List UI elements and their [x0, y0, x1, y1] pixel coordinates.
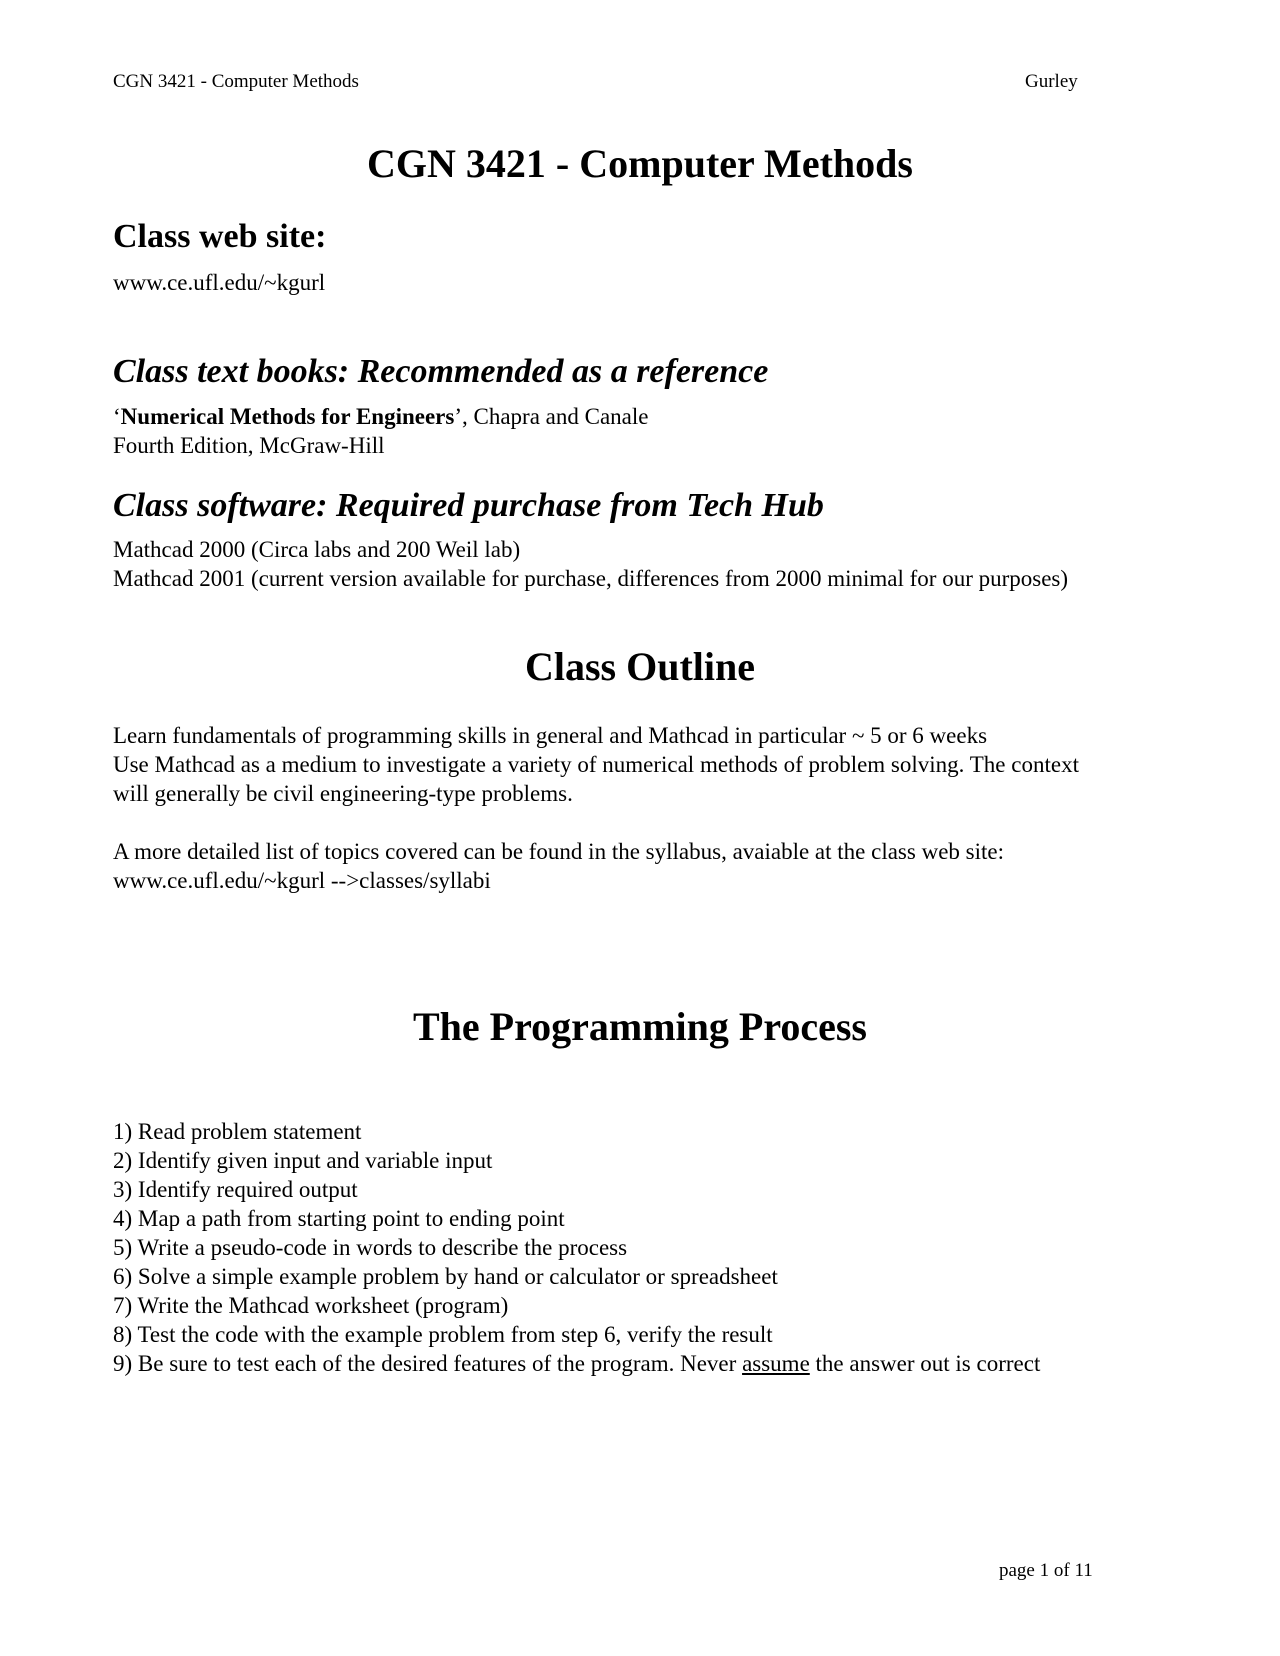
process-step: 7) Write the Mathcad worksheet (program)	[113, 1293, 509, 1318]
process-step: 6) Solve a simple example problem by hand or calculator or spreadsheet	[113, 1264, 778, 1289]
outline-paragraph-1-line-1: Learn fundamentals of programming skills in general and Mathcad in particular ~ 5 or 6 weeks	[113, 723, 988, 748]
process-step: 1) Read problem statement	[113, 1119, 362, 1144]
web-site-url: www.ce.ufl.edu/~kgurl	[113, 270, 326, 295]
page-title: CGN 3421 - Computer Methods	[367, 141, 913, 186]
running-header-left: CGN 3421 - Computer Methods	[113, 71, 359, 92]
text-book-edition: Fourth Edition, McGraw-Hill	[113, 433, 385, 458]
text-books-heading: Class text books: Recommended as a reference	[113, 353, 769, 390]
process-step: 8) Test the code with the example problem from step 6, verify the result	[113, 1322, 773, 1347]
process-steps-list	[113, 1117, 1040, 1378]
running-header-right: Gurley	[1025, 71, 1078, 92]
book-authors: ’, Chapra and Canale	[454, 404, 649, 429]
process-step: 5) Write a pseudo-code in words to describe the process	[113, 1235, 628, 1260]
process-step-9	[113, 1349, 1040, 1378]
page-number: page 1 of 11	[999, 1560, 1093, 1581]
step9-underlined-word: assume	[742, 1351, 810, 1376]
software-heading: Class software: Required purchase from Tech Hub	[113, 487, 824, 524]
process-step: 4) Map a path from starting point to ending point	[113, 1206, 565, 1231]
software-line-2: Mathcad 2001 (current version available for purchase, differences from 2000 minimal for our purposes)	[113, 566, 1069, 591]
outline-paragraph-1-line-2: Use Mathcad as a medium to investigate a variety of numerical methods of problem solving. The context	[113, 752, 1079, 777]
web-site-heading: Class web site:	[113, 218, 327, 255]
step9-prefix: 9) Be sure to test each of the desired features of the program. Never	[113, 1351, 743, 1376]
open-quote: ‘	[113, 404, 121, 429]
process-step: 3) Identify required output	[113, 1177, 358, 1202]
text-book-line	[113, 402, 649, 431]
outline-paragraph-2-line-1: A more detailed list of topics covered can be found in the syllabus, avaiable at the class web site:	[113, 839, 1004, 864]
software-line-1: Mathcad 2000 (Circa labs and 200 Weil lab)	[113, 537, 521, 562]
step9-suffix: the answer out is correct	[809, 1351, 1041, 1376]
process-step: 2) Identify given input and variable input	[113, 1148, 493, 1173]
outline-heading: Class Outline	[524, 644, 756, 689]
outline-paragraph-2-line-2: www.ce.ufl.edu/~kgurl -->classes/syllabi	[113, 868, 491, 893]
outline-paragraph-1-line-3: will generally be civil engineering-type problems.	[113, 781, 573, 806]
process-heading: The Programming Process	[412, 1004, 867, 1049]
book-title: Numerical Methods for Engineers	[120, 404, 455, 429]
